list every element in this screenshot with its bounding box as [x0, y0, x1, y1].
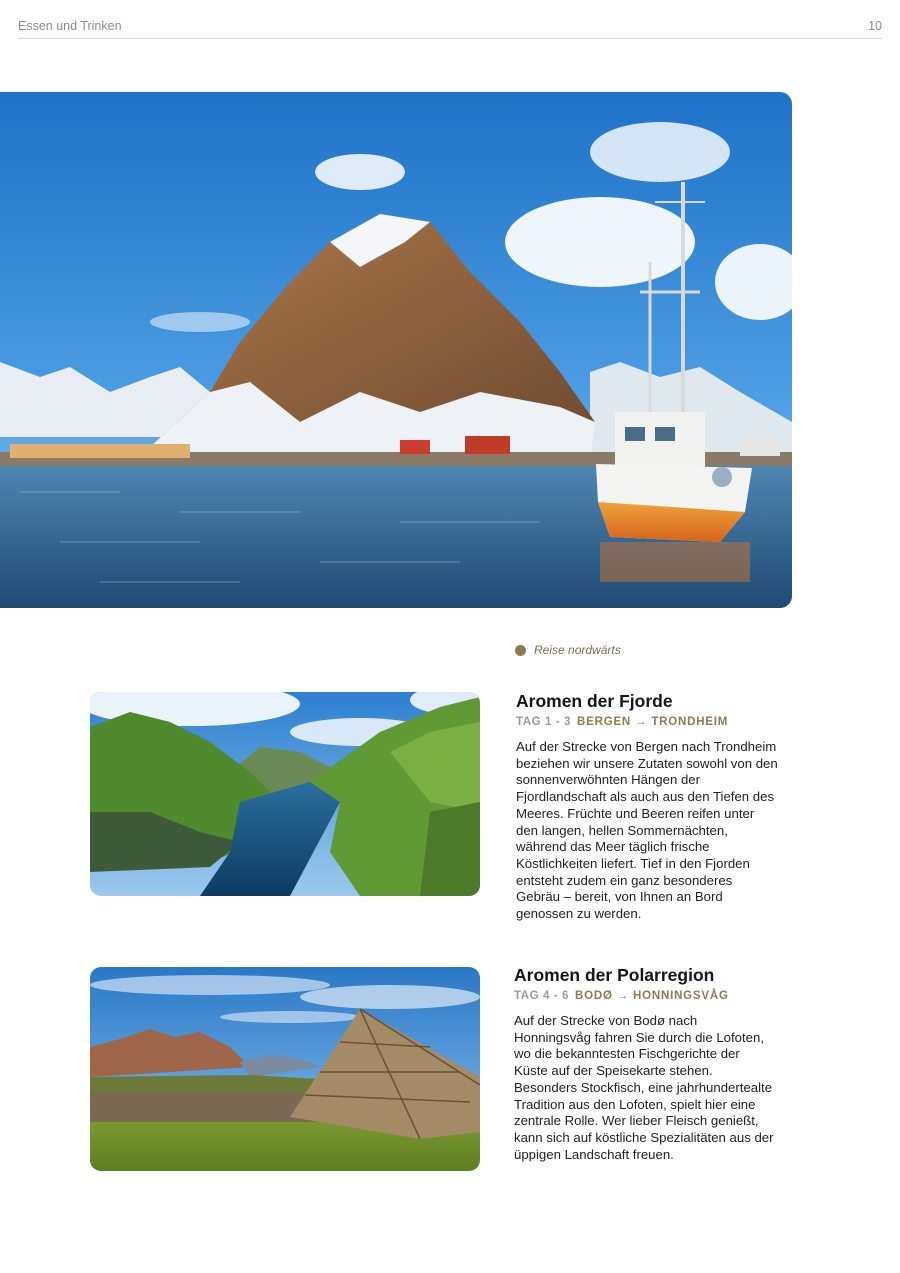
article-meta: [516, 716, 778, 728]
caption-dot-icon: [515, 645, 526, 656]
article-route: BODØ → HONNINGSVÅG: [575, 990, 729, 1002]
hero-photo: [0, 92, 792, 608]
article-body: Auf der Strecke von Bodø nach Honningsvåg fahren Sie durch die Lofoten, wo die bekanntesten Fischgerichte der Küste auf der Speisekarte stehen. Besonders Stockfisch, eine jahrhundertealte Tradition aus den Lofoten, spielt hier eine zentrale Rolle. Wer lieber Fleisch genießt, kann sich auf köstliche Spezialitäten aus der üppigen Landschaft freuen.: [514, 1013, 774, 1162]
fjord-photo: [90, 692, 480, 896]
article-meta: [514, 990, 776, 1002]
caption-text: Reise nordwärts: [534, 643, 621, 657]
article-title: Aromen der Polarregion: [514, 965, 715, 985]
article-route: BERGEN → TRONDHEIM: [577, 716, 729, 728]
article-body: Auf der Strecke von Bergen nach Trondheim beziehen wir unsere Zutaten sowohl von den sonnenverwöhnten Hängen der Fjordlandschaft als auch aus den Tiefen des Meeres. Früchte und Beeren reifen unter den langen, hellen Sommernächten, während das Meer täglich frische Köstlichkeiten liefert. Tief in den Fjorden entsteht zudem ein ganz besonderes Gebräu – bereit, von Ihnen an Bord genossen zu werden.: [516, 739, 778, 922]
article-polarregion: [514, 964, 776, 1163]
section-title: Essen und Trinken: [18, 19, 122, 33]
stockfish-drying-rack-photo: [90, 967, 480, 1171]
article-title: Aromen der Fjorde: [516, 691, 673, 711]
article-fjorde: [516, 690, 778, 923]
page-number: 10: [868, 19, 882, 33]
page-header: [18, 14, 882, 39]
article-days: TAG 4 - 6: [514, 990, 570, 1002]
article-days: TAG 1 - 3: [516, 716, 572, 728]
